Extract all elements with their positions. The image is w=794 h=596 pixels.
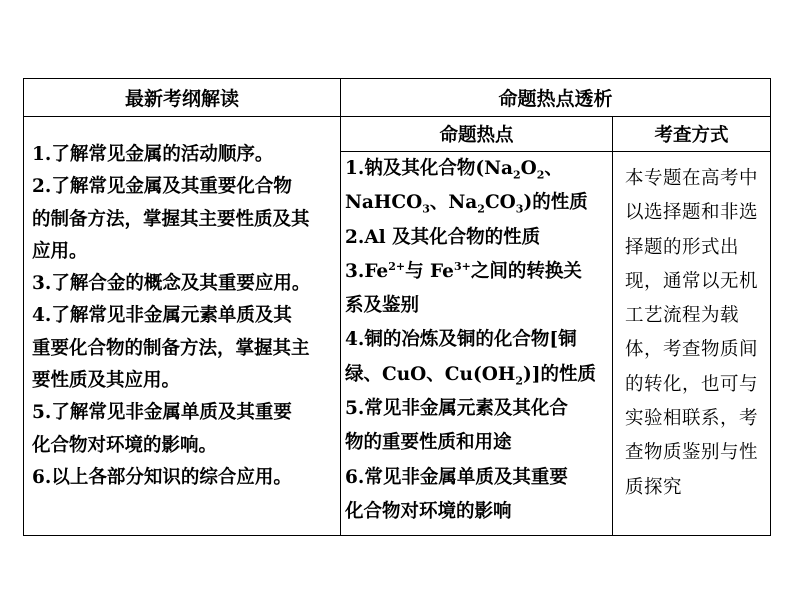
hotspot-line: 1.钠及其化合物($Na_2O_2$、 xyxy=(345,158,563,182)
syllabus-line: 要性质及其应用。 xyxy=(32,370,181,392)
hotspot-line: 5.常见非金属元素及其化合 xyxy=(345,398,568,420)
syllabus-table xyxy=(23,78,771,536)
syllabus-cell xyxy=(24,117,341,536)
analysis-subtable xyxy=(341,117,770,535)
hotspot-line: $3.Fe^{2+}$与 $Fe^{3+}$之间的转换关 xyxy=(345,259,582,282)
syllabus-line: 6.以上各部分知识的综合应用。 xyxy=(32,466,292,488)
method-line: 择题的形式出 xyxy=(625,236,740,258)
analysis-cell xyxy=(341,117,771,536)
header-analysis: 命题热点透析 xyxy=(341,79,771,117)
hotspot-line: 4.铜的冶炼及铜的化合物[铜 xyxy=(345,329,577,351)
syllabus-line: 4.了解常见非金属元素单质及其 xyxy=(32,305,292,327)
method-cell xyxy=(613,152,771,536)
method-line: 以选择题和非选 xyxy=(625,202,759,224)
subheader-hotspot: 命题热点 xyxy=(341,117,613,152)
method-line: 现，通常以无机 xyxy=(625,270,759,292)
method-line: 实验相联系，考 xyxy=(625,408,759,430)
syllabus-line: 5.了解常见非金属单质及其重要 xyxy=(32,402,292,424)
method-text xyxy=(613,152,770,505)
hotspot-line: NaHCO$_3$、$Na_2CO_3$)的性质 xyxy=(345,192,588,216)
syllabus-line: 应用。 xyxy=(32,240,88,262)
method-line: 本专题在高考中 xyxy=(625,168,759,189)
syllabus-line: 重要化合物的制备方法，掌握其主 xyxy=(32,337,310,359)
hotspot-line: 系及鉴别 xyxy=(345,295,420,317)
method-line: 体，考查物质间 xyxy=(625,339,759,361)
hotspot-line: 绿、CuO、$Cu(OH_2)$]的性质 xyxy=(345,363,596,388)
syllabus-line: 2.了解常见金属及其重要化合物 xyxy=(32,176,292,198)
hotspot-list xyxy=(341,152,612,529)
syllabus-list xyxy=(24,117,340,494)
subheader-method: 考查方式 xyxy=(613,117,771,152)
method-line: 质探究 xyxy=(625,476,683,498)
header-syllabus: 最新考纲解读 xyxy=(24,79,341,117)
hotspot-line: 物的重要性质和用途 xyxy=(345,432,512,454)
syllabus-line: 3.了解合金的概念及其重要应用。 xyxy=(32,273,311,295)
syllabus-line: 化合物对环境的影响。 xyxy=(32,434,218,456)
syllabus-line: 1.了解常见金属的活动顺序。 xyxy=(32,144,274,165)
hotspot-line: 2.Al 及其化合物的性质 xyxy=(345,226,541,248)
syllabus-line: 的制备方法，掌握其主要性质及其 xyxy=(32,208,310,230)
hotspot-cell xyxy=(341,152,613,536)
method-line: 的转化，也可与 xyxy=(625,373,759,395)
method-line: 工艺流程为载 xyxy=(625,305,740,327)
hotspot-line: 化合物对环境的影响 xyxy=(345,500,512,522)
method-line: 查物质鉴别与性 xyxy=(625,442,759,464)
hotspot-line: 6.常见非金属单质及其重要 xyxy=(345,466,568,488)
